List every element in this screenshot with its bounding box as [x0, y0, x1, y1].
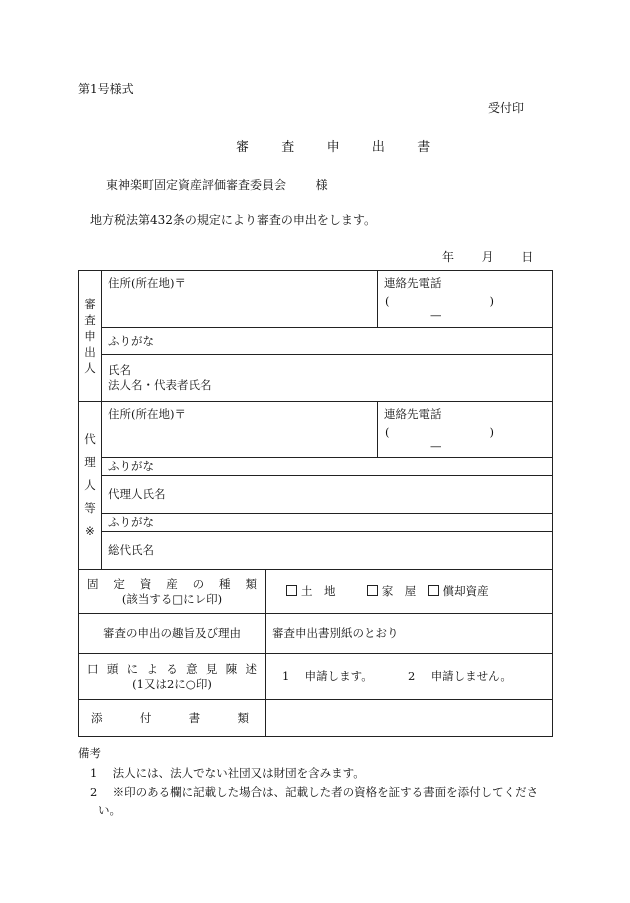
- agent-phone-field[interactable]: [378, 402, 553, 458]
- asset-type-options: [266, 570, 553, 614]
- title-char: 書: [417, 140, 431, 155]
- agent-section-label: [79, 402, 102, 570]
- oral-statement-label: [79, 654, 266, 700]
- section-char: 審: [84, 297, 96, 311]
- label-char: 産: [166, 576, 178, 591]
- checkbox-icon[interactable]: [286, 585, 297, 596]
- section-char: 人: [84, 361, 96, 375]
- date-line: [442, 248, 533, 265]
- applicant-section-label: [79, 271, 102, 402]
- label-char: 類: [245, 576, 257, 591]
- title-char: 出: [371, 140, 385, 155]
- receipt-stamp-label: 受付印: [488, 101, 525, 115]
- asset-option-label: 家 屋: [381, 584, 417, 598]
- note-number: 2: [90, 785, 98, 799]
- label-char: 付: [139, 710, 152, 725]
- asset-option-depreciable[interactable]: [428, 584, 489, 598]
- agent-phone-label: 連絡先電話: [384, 407, 442, 421]
- applicant-phone-field[interactable]: [378, 271, 553, 328]
- representative-name-label: 総代氏名: [108, 543, 154, 557]
- asset-type-label: [79, 570, 266, 614]
- asset-option-label: 償却資産: [442, 584, 489, 598]
- agent-name-field[interactable]: [102, 476, 553, 514]
- applicant-furigana-label: ふりがな: [108, 333, 154, 348]
- applicant-phone-label: 連絡先電話: [384, 276, 442, 290]
- section-char: ※: [85, 524, 95, 538]
- note-item-2-continued: い。: [98, 803, 121, 817]
- label-char: 見: [205, 661, 218, 676]
- option-number: 1: [282, 669, 290, 683]
- label-char: 資: [139, 576, 152, 591]
- asset-type-instruction: (該当する□にレ印): [121, 591, 223, 606]
- label-char: 述: [245, 661, 257, 676]
- oral-statement-options: [266, 654, 553, 700]
- agent-address-field[interactable]: [102, 402, 378, 458]
- title-char: 審: [236, 140, 250, 155]
- note-item-2: [90, 784, 538, 800]
- phone-dash: —: [430, 308, 442, 322]
- attachments-field[interactable]: [266, 700, 553, 737]
- agent-address-label: 住所(所在地)〒: [108, 407, 186, 421]
- note-number: 1: [90, 766, 98, 780]
- addressee-name: 東神楽町固定資産評価審査委員会: [106, 178, 287, 192]
- title-char: 申: [326, 140, 340, 155]
- checkbox-icon[interactable]: [367, 585, 378, 596]
- applicant-name-field[interactable]: [102, 355, 553, 402]
- phone-paren-open: (: [385, 294, 390, 308]
- option-number: 2: [408, 669, 416, 683]
- label-char: 意: [186, 661, 198, 676]
- addressee-honorific: 様: [315, 178, 328, 192]
- applicant-name-label: 氏名: [108, 363, 131, 377]
- option-text: 申請しません。: [430, 669, 512, 683]
- option-text: 申請します。: [304, 669, 373, 683]
- label-char: 固: [87, 576, 99, 591]
- phone-paren-close: ): [489, 425, 494, 439]
- representative-furigana-field[interactable]: [102, 514, 553, 532]
- label-char: 種: [219, 576, 231, 591]
- applicant-corp-name-label: 法人名・代表者氏名: [108, 378, 212, 392]
- application-form-table: [78, 270, 553, 737]
- applicant-address-label: 住所(所在地)〒: [108, 276, 186, 290]
- addressee: [106, 176, 328, 193]
- agent-furigana-field[interactable]: [102, 458, 553, 476]
- label-char: 口: [87, 661, 99, 676]
- attachments-label: [79, 700, 266, 737]
- date-day-label: 日: [521, 250, 534, 264]
- form-number: 第1号様式: [78, 82, 134, 96]
- oral-option-no-request[interactable]: [408, 669, 512, 683]
- section-char: 代: [84, 432, 96, 446]
- note-text: 法人には、法人でない社団又は財団を含みます。: [112, 766, 365, 780]
- oral-option-request[interactable]: [282, 669, 376, 683]
- agent-name-label: 代理人氏名: [108, 487, 166, 501]
- label-char: よ: [146, 661, 158, 676]
- note-item-1: [90, 765, 365, 781]
- oral-statement-instruction: (1又は2に○印): [132, 676, 212, 691]
- page-title: [236, 136, 430, 155]
- phone-dash: —: [430, 439, 442, 453]
- reason-value[interactable]: 審査申出書別紙のとおり: [266, 614, 553, 654]
- phone-paren-open: (: [385, 425, 390, 439]
- asset-option-label: 土 地: [301, 584, 336, 598]
- asset-option-house[interactable]: [367, 584, 417, 598]
- applicant-address-field[interactable]: [102, 271, 378, 328]
- section-char: 申: [84, 329, 96, 343]
- label-char: る: [166, 661, 178, 676]
- label-char: 類: [237, 710, 249, 725]
- section-char: 等: [84, 501, 96, 515]
- date-year-label: 年: [442, 250, 455, 264]
- checkbox-icon[interactable]: [428, 585, 439, 596]
- label-char: 陳: [225, 661, 238, 676]
- asset-option-land[interactable]: [286, 584, 336, 598]
- note-text: ※印のある欄に記載した場合は、記載した者の資格を証する書面を添付してくださ: [112, 785, 539, 799]
- section-char: 査: [84, 313, 96, 327]
- section-char: 理: [84, 455, 96, 469]
- applicant-furigana-field[interactable]: [102, 328, 553, 355]
- label-char: 定: [113, 576, 125, 591]
- statement: 地方税法第432条の規定により審査の申出をします。: [90, 213, 376, 227]
- reason-label: 審査の申出の趣旨及び理由: [79, 614, 266, 654]
- notes-heading: 備考: [78, 746, 101, 760]
- label-char: 添: [91, 710, 103, 725]
- label-char: に: [126, 661, 139, 676]
- date-month-label: 月: [481, 250, 494, 264]
- section-char: 出: [84, 345, 96, 359]
- phone-paren-close: ): [489, 294, 494, 308]
- representative-furigana-label: ふりがな: [108, 515, 154, 529]
- label-char: 書: [188, 710, 201, 725]
- representative-name-field[interactable]: [102, 532, 553, 570]
- section-char: 人: [84, 478, 96, 492]
- label-char: の: [192, 576, 205, 591]
- label-char: 頭: [106, 661, 119, 676]
- agent-furigana-label: ふりがな: [108, 459, 154, 473]
- title-char: 査: [281, 140, 295, 155]
